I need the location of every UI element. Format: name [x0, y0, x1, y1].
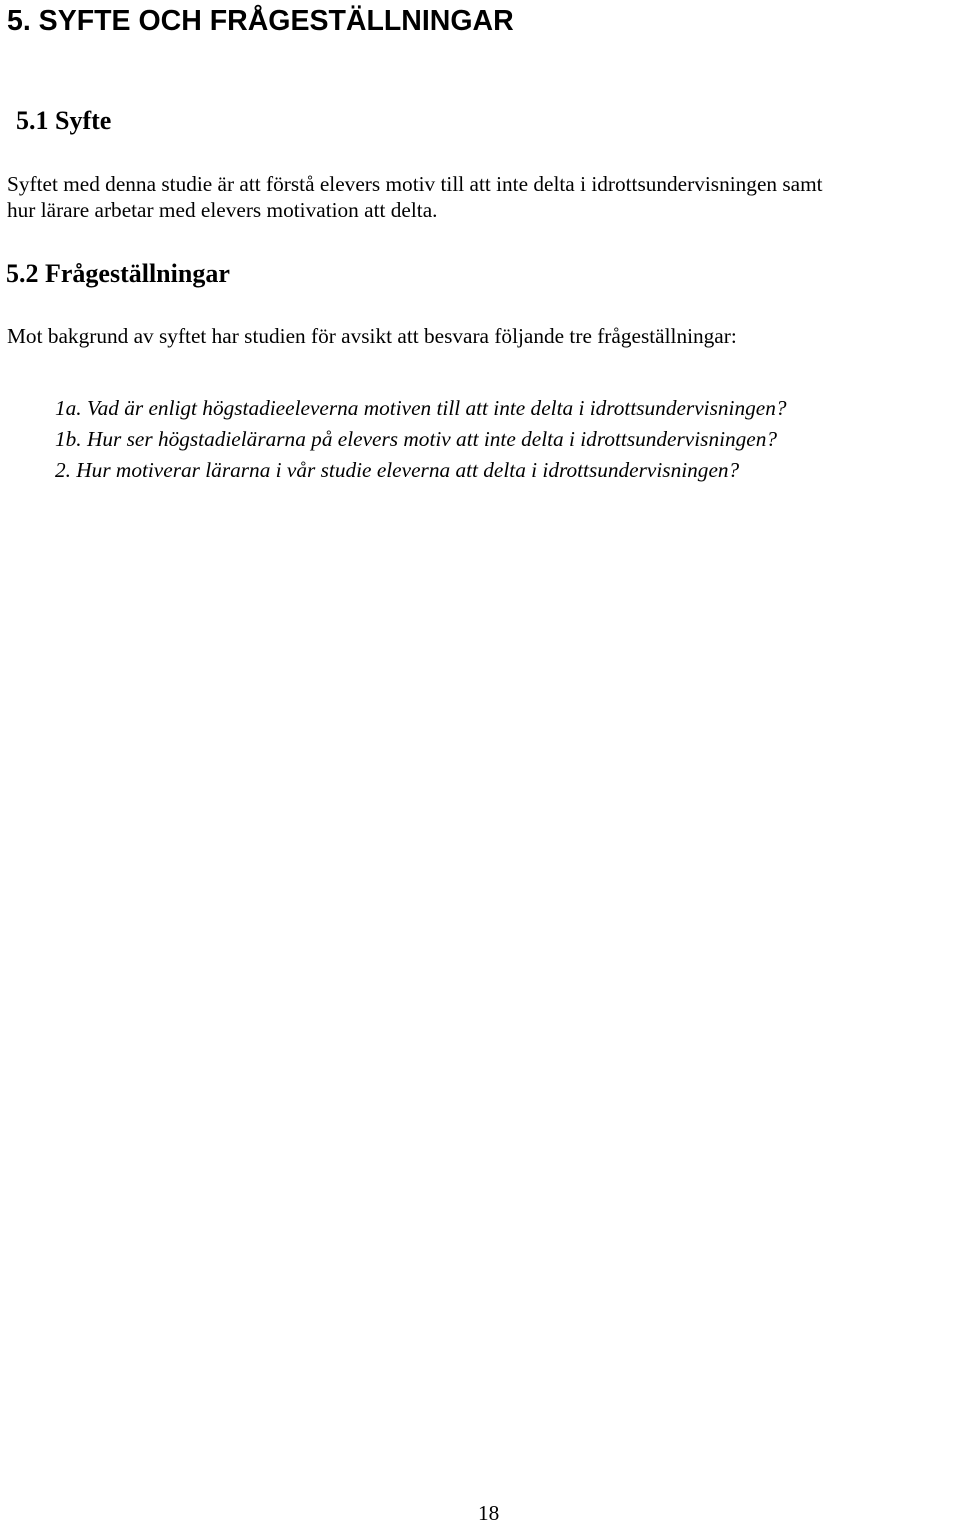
- syfte-line-2: hur lärare arbetar med elevers motivation att delta.: [7, 198, 438, 222]
- question-1a: 1a. Vad är enligt högstadieeleverna motiven till att inte delta i idrottsundervisningen?: [55, 396, 787, 420]
- question-1b: 1b. Hur ser högstadielärarna på elevers motiv att inte delta i idrottsundervisningen?: [55, 427, 778, 451]
- section-heading-syfte: 5.1 Syfte: [16, 106, 112, 135]
- fragestallningar-intro: Mot bakgrund av syftet har studien för avsikt att besvara följande tre frågeställningar:: [7, 324, 737, 348]
- section-heading-fragestallningar: 5.2 Frågeställningar: [6, 259, 230, 288]
- syfte-line-1: Syftet med denna studie är att förstå elevers motiv till att inte delta i idrottsundervisningen samt: [7, 172, 823, 196]
- chapter-title: 5. SYFTE OCH FRÅGESTÄLLNINGAR: [7, 5, 514, 37]
- question-list: [55, 393, 787, 486]
- syfte-paragraph: [7, 171, 823, 223]
- page-number: 18: [478, 1501, 500, 1525]
- question-2: 2. Hur motiverar lärarna i vår studie eleverna att delta i idrottsundervisningen?: [55, 458, 740, 482]
